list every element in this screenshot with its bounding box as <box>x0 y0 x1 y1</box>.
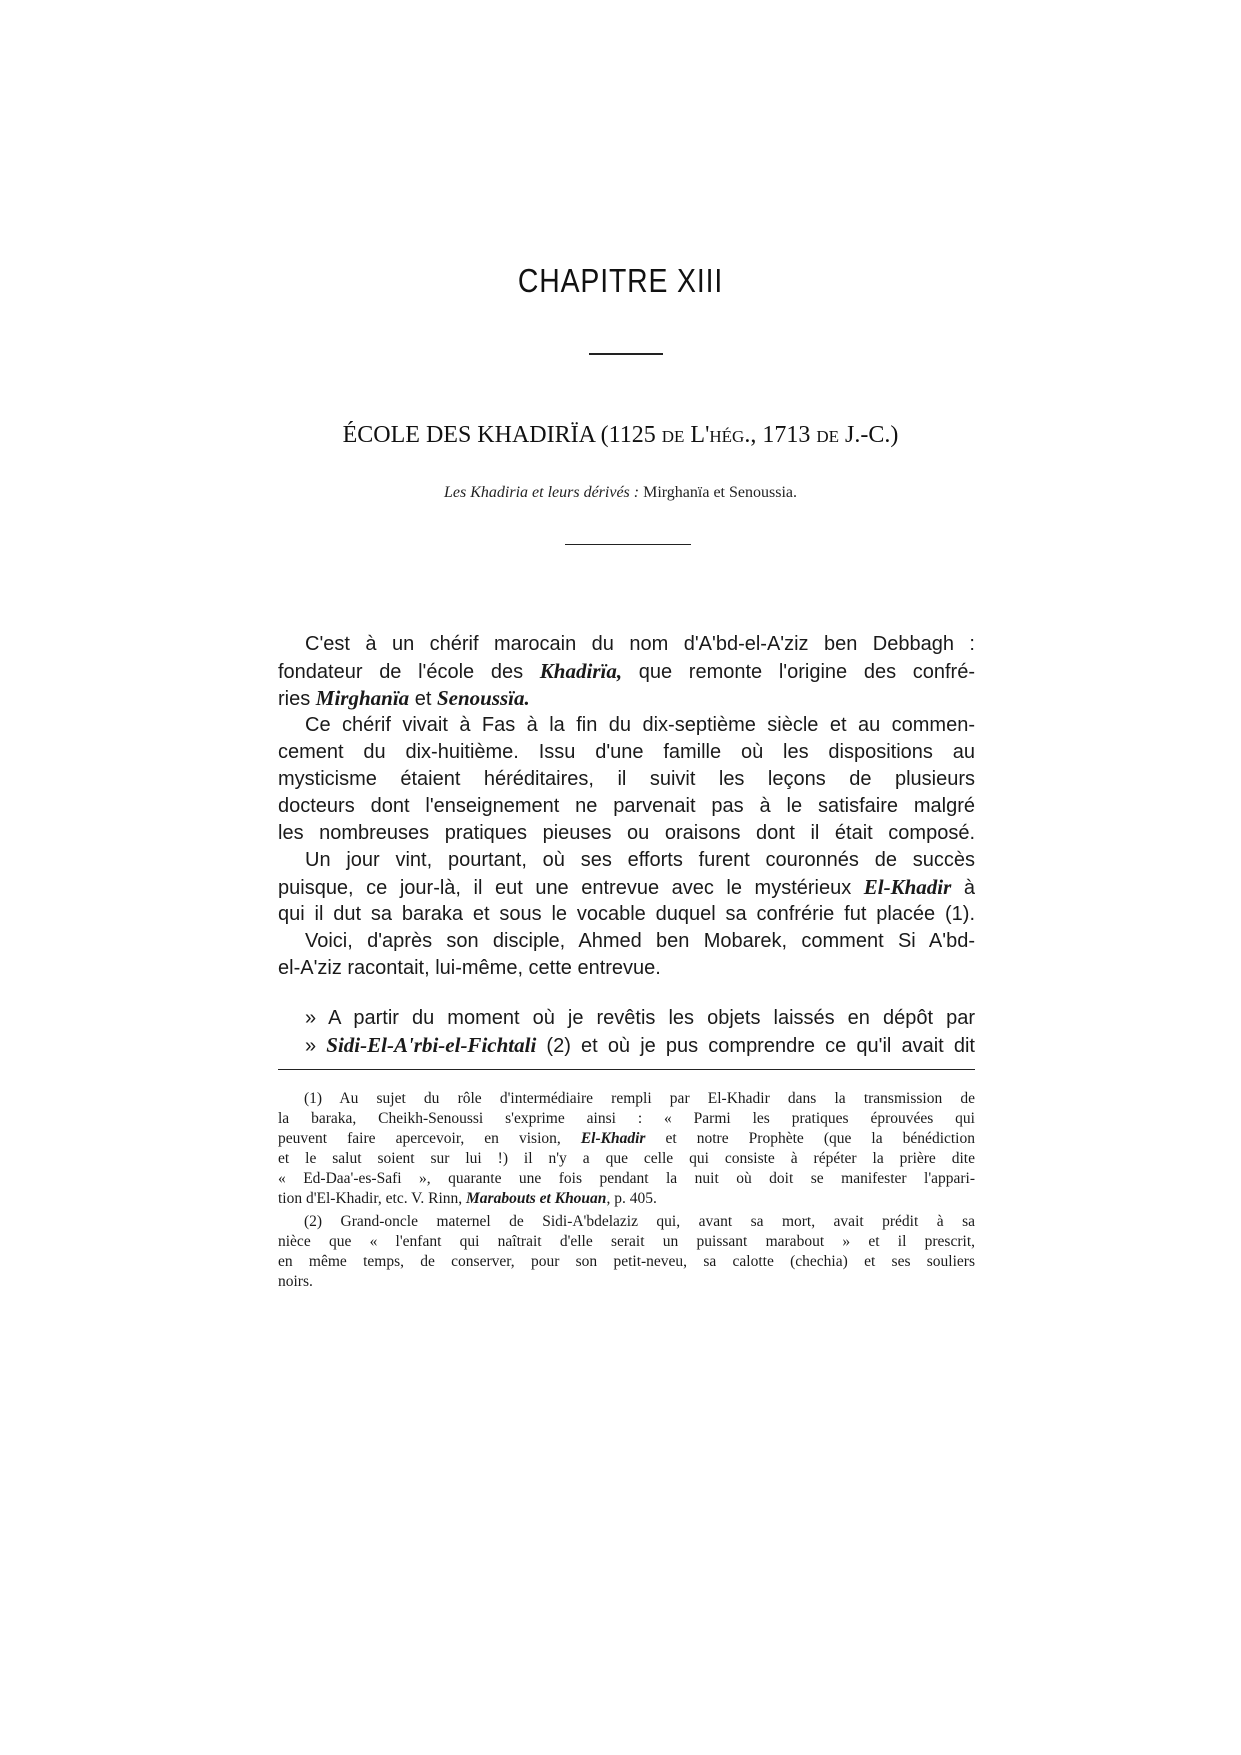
emphasis: El-Khadir <box>580 1130 646 1147</box>
body-line: docteurs dont l'enseignement ne parvenait pas à le satisfaire malgré <box>278 795 975 817</box>
body-line: ries Mirghanïa et Senoussïa. <box>278 686 530 710</box>
footnote-line: (2) Grand-oncle maternel de Sidi-A'bdelaziz qui, avant sa mort, avait prédit à sa <box>304 1213 975 1230</box>
section-title-main: ÉCOLE DES KHADIRÏA (1125 <box>342 422 662 448</box>
subtitle-plain: Mirghanïa et Senoussia. <box>639 484 797 501</box>
footnote-line: la baraka, Cheikh-Senoussi s'exprime ainsi : « Parmi les pratiques éprouvées qui <box>278 1110 975 1127</box>
section-title-text: ., 1713 <box>744 422 817 448</box>
body-line: fondateur de l'école des Khadirïa, que remonte l'origine des confré- <box>278 659 975 683</box>
quote-line: » A partir du moment où je revêtis les objets laissés en dépôt par <box>305 1007 975 1029</box>
section-title-text: L' <box>684 422 710 448</box>
footnote-line: tion d'El-Khadir, etc. V. Rinn, Marabouts et Khouan, p. 405. <box>278 1190 657 1207</box>
body-line: cement du dix-huitième. Issu d'une famille où les dispositions au <box>278 741 975 763</box>
footnote-line: « Ed-Daa'-es-Safi », quarante une fois pendant la nuit où doit se manifester l'appari- <box>278 1170 975 1187</box>
subtitle-italic: Les Khadiria et leurs dérivés : <box>444 484 640 501</box>
section-title-small-caps: DE <box>816 427 840 446</box>
chapter-title: CHAPITRE XIII <box>517 262 724 299</box>
section-title-small-caps: HÉG <box>709 427 745 446</box>
quote-line: » Sidi-El-A'rbi-el-Fichtali (2) et où je pus comprendre ce qu'il avait dit <box>305 1033 975 1057</box>
body-line: puisque, ce jour-là, il eut une entrevue avec le mystérieux El-Khadir à <box>278 875 975 899</box>
footnote-rule <box>278 1069 975 1070</box>
emphasis: Senoussïa. <box>436 686 530 710</box>
body-line: mysticisme étaient héréditaires, il suivit les leçons de plusieurs <box>278 768 975 790</box>
footnote-line: en même temps, de conserver, pour son petit-neveu, sa calotte (chechia) et ses souliers <box>278 1253 975 1270</box>
body-line: Ce chérif vivait à Fas à la fin du dix-septième siècle et au commen- <box>305 714 975 736</box>
emphasis: Sidi-El-A'rbi-el-Fichtali <box>326 1033 537 1057</box>
footnote-line: peuvent faire apercevoir, en vision, El-Khadir et notre Prophète (que la bénédiction <box>278 1130 975 1147</box>
footnote-line: (1) Au sujet du rôle d'intermédiaire rempli par El-Khadir dans la transmission de <box>304 1090 975 1107</box>
body-line: qui il dut sa baraka et sous le vocable duquel sa confrérie fut placée (1). <box>278 903 975 925</box>
emphasis: Marabouts et Khouan <box>466 1190 607 1207</box>
footnote-line: nièce que « l'enfant qui naîtrait d'elle serait un puissant marabout » et il prescrit, <box>278 1233 975 1250</box>
section-rule <box>565 544 691 545</box>
body-line: Un jour vint, pourtant, où ses efforts furent couronnés de succès <box>305 849 975 871</box>
body-line: les nombreuses pratiques pieuses ou oraisons dont il était composé. <box>278 822 975 844</box>
section-title-text: J.-C.) <box>839 422 899 448</box>
emphasis: Khadirïa, <box>539 659 623 683</box>
body-line: el-A'ziz racontait, lui-même, cette entrevue. <box>278 957 661 979</box>
body-line: Voici, d'après son disciple, Ahmed ben Mobarek, comment Si A'bd- <box>305 930 975 952</box>
body-line: C'est à un chérif marocain du nom d'A'bd-el-A'ziz ben Debbagh : <box>305 633 975 655</box>
footnote-line: et le salut soient sur lui !) il n'y a que celle qui consiste à répéter la prière dite <box>278 1150 975 1167</box>
emphasis: Mirghanïa <box>315 686 410 710</box>
section-subtitle <box>0 484 1241 502</box>
footnote-line: noirs. <box>278 1273 313 1290</box>
chapter-title-rule <box>589 353 663 355</box>
emphasis: El-Khadir <box>863 875 952 899</box>
section-title-small-caps: DE <box>661 427 685 446</box>
section-title <box>0 422 1241 449</box>
